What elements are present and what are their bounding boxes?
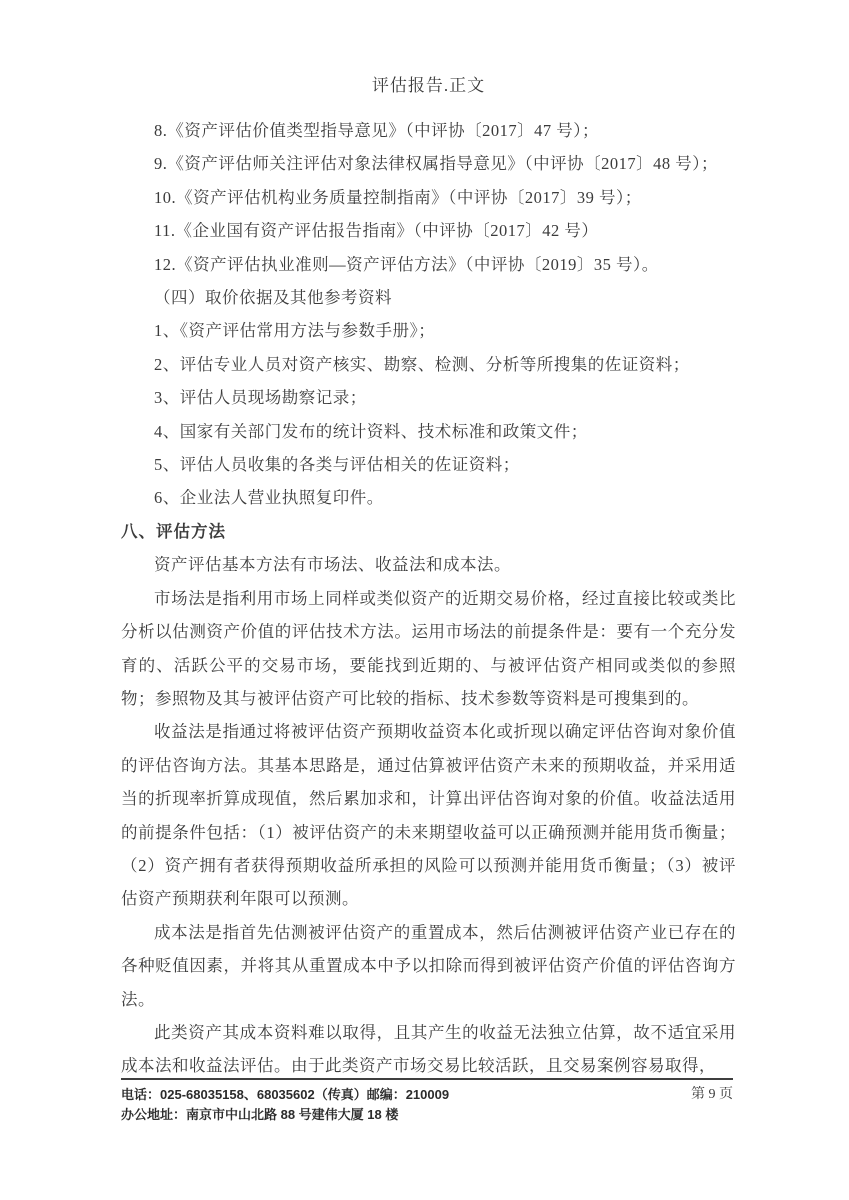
paragraph: 收益法是指通过将被评估资产预期收益资本化或折现以确定评估咨询对象价值的评估咨询方法。其基本思路是，通过估算被评估资产未来的预期收益，并采用适当的折现率折算成现值，然后累加求和，计算出评估咨询对象的价值。收益法适用的前提条件包括：（1）被评估资产的未来期望收益可以正确预测并能用货币衡量；（2）资产拥有者获得预期收益所承担的风险可以预测并能用货币衡量；（3）被评估资产预期获利年限可以预测。 — [121, 722, 736, 909]
list-item: 2、评估专业人员对资产核实、勘察、检测、分析等所搜集的佐证资料； — [154, 354, 690, 374]
list-item: 5、评估人员收集的各类与评估相关的佐证资料； — [154, 455, 520, 475]
list-item: 1、《资产评估常用方法与参数手册》； — [154, 321, 436, 341]
document-content — [121, 74, 736, 1083]
paragraph: 此类资产其成本资料难以取得，且其产生的收益无法独立估算，故不适宜采用成本法和收益法评估。由于此类资产市场交易比较活跃，且交易案例容易取得， — [121, 1022, 736, 1076]
footer-address: 办公地址：南京市中山北路 88 号建伟大厦 18 楼 — [121, 1107, 399, 1122]
paragraph: 资产评估基本方法有市场法、收益法和成本法。 — [154, 555, 511, 575]
list-item: 10.《资产评估机构业务质量控制指南》（中评协〔2017〕39 号）； — [154, 187, 642, 207]
paragraph: 成本法是指首先估测被评估资产的重置成本，然后估测被评估资产业已存在的各种贬值因素，并将其从重置成本中予以扣除而得到被评估资产价值的评估咨询方法。 — [121, 922, 736, 1009]
list-item: 9.《资产评估师关注评估对象法律权属指导意见》（中评协〔2017〕48 号）； — [154, 154, 718, 174]
section-heading: 八、评估方法 — [121, 521, 226, 541]
list-item: 11.《企业国有资产评估报告指南》（中评协〔2017〕42 号） — [154, 221, 599, 241]
footer-contact: 电话：025-68035158、68035602（传真）邮编：210009 — [121, 1087, 450, 1102]
list-item: 4、国家有关部门发布的统计资料、技术标准和政策文件； — [154, 421, 588, 441]
list-item: 3、评估人员现场勘察记录； — [154, 388, 367, 408]
paragraph: 市场法是指利用市场上同样或类似资产的近期交易价格，经过直接比较或类比分析以估测资产价值的评估技术方法。运用市场法的前提条件是：要有一个充分发育的、活跃公平的交易市场，要能找到近期的、与被评估资产相同或类似的参照物；参照物及其与被评估资产可比较的指标、技术参数等资料是可搜集到的。 — [121, 588, 736, 708]
list-item: （四）取价依据及其他参考资料 — [154, 288, 392, 308]
list-item: 6、企业法人营业执照复印件。 — [154, 488, 384, 508]
page-number: 第 9 页 — [691, 1087, 733, 1102]
page-title: 评估报告.正文 — [371, 76, 486, 95]
list-item: 12.《资产评估执业准则—资产评估方法》（中评协〔2019〕35 号）。 — [154, 254, 659, 274]
page-footer — [121, 1078, 733, 1125]
list-item: 8.《资产评估价值类型指导意见》（中评协〔2017〕47 号）； — [154, 121, 599, 140]
